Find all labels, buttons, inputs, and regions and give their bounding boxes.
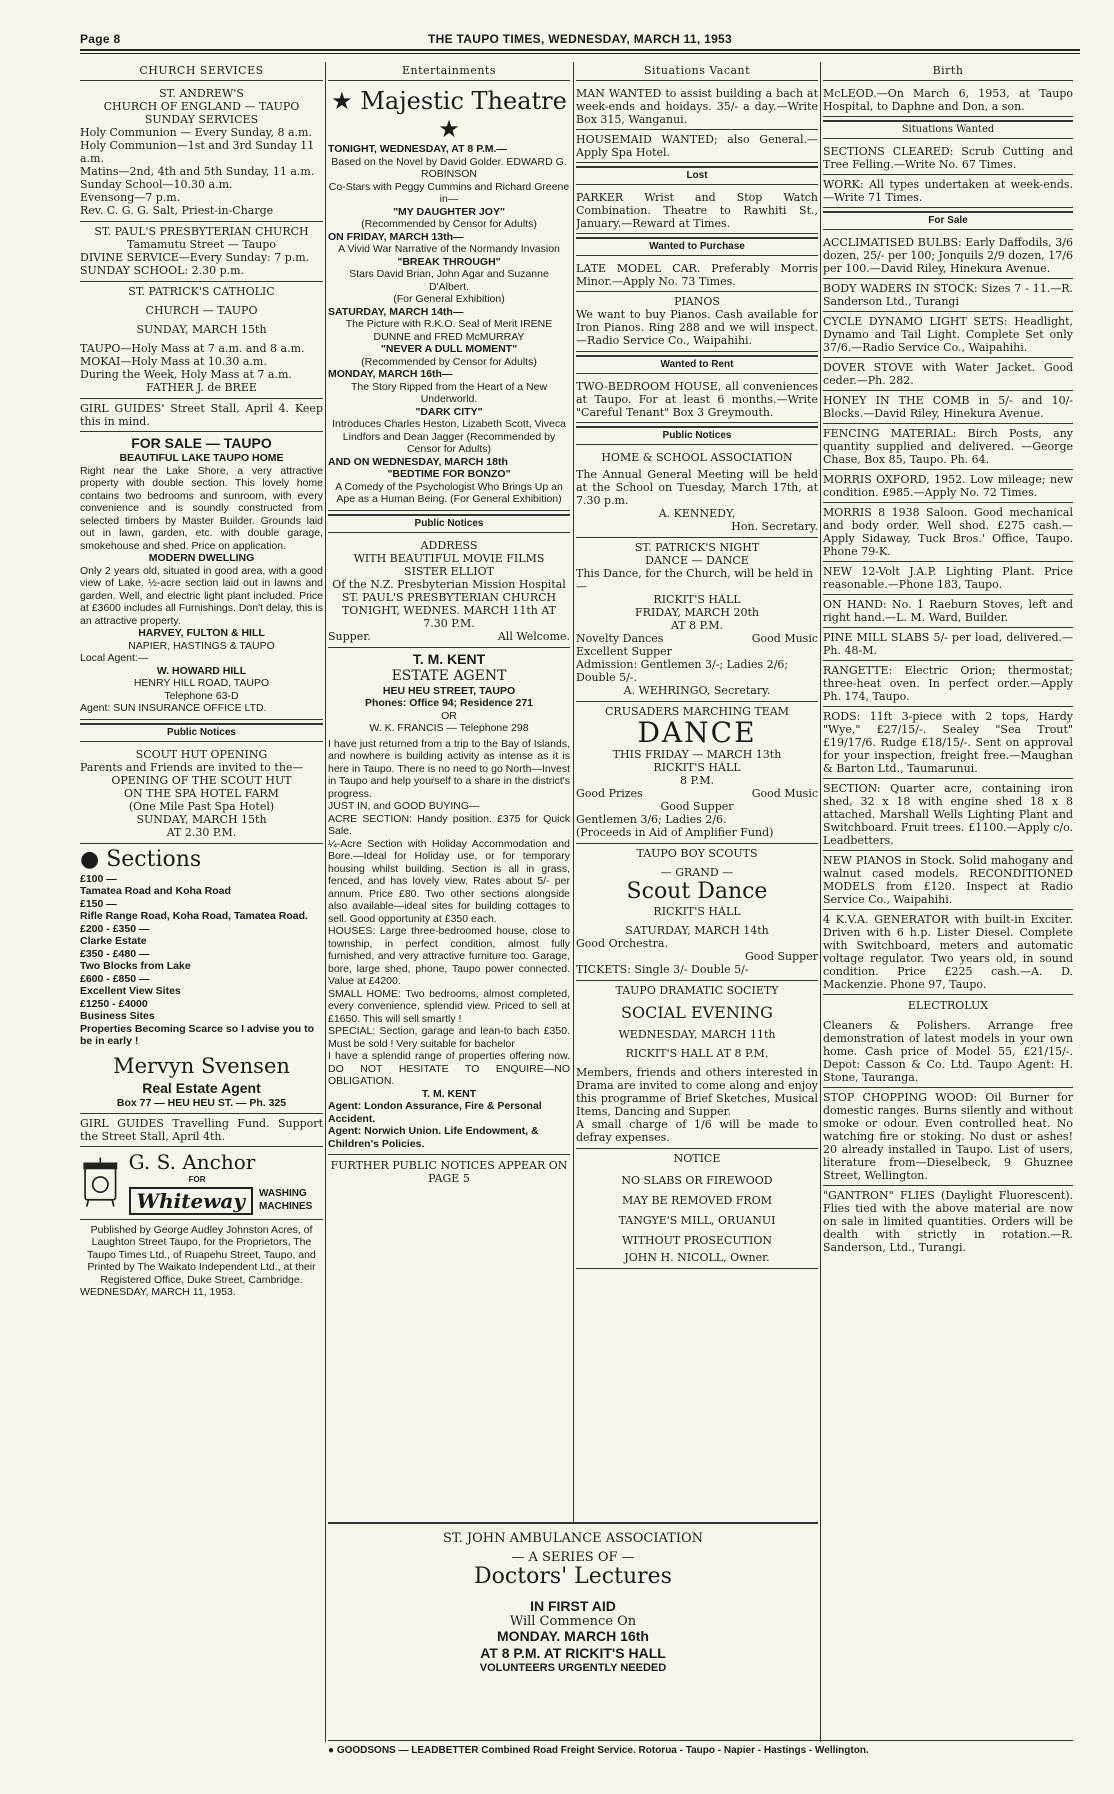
wanted-rent-heading: Wanted to Rent <box>576 355 818 374</box>
crusaders-extras <box>576 787 818 800</box>
classified-ad: NEW PIANOS in Stock. Solid mahogany and walnut cased models. RECONDITIONED MODELS from £120. Inspect at Radio Service Co., Waipahihi. <box>823 851 1073 910</box>
column-1 <box>80 62 323 1732</box>
kennedy: A. KENNEDY, <box>658 507 736 520</box>
kent-acre: ACRE SECTION: Handy position. £375 for Quick Sale. <box>328 812 570 837</box>
washing-machine-icon <box>80 1151 121 1213</box>
sections-line: £600 - £850 — <box>80 972 150 985</box>
classified-ad: PINE MILL SLABS 5/- per load, delivered.—Ph. 48-M. <box>823 628 1073 661</box>
classified-ad: STOP CHOPPING WOOD: Oil Burner for domestic ranges. Burns silently and without smoke or odour. Even controlled heat. No watching fire or stoking. No dust or ashes! 20 already installed in Taupo. List of users, literature from—Dieselbeck, 9 Ghuznee Street, Wellington. <box>823 1088 1073 1186</box>
film-line: The Story Ripped from the Heart of a New Underworld. <box>350 380 548 405</box>
social-evening: SOCIAL EVENING <box>621 1003 773 1022</box>
classified-ad: PARKER Wrist and Stop Watch Combination. Theatre to Rawhiti St., January.—Reward at Times. <box>576 188 818 234</box>
st-pauls-notice <box>80 222 323 282</box>
home-school-notice <box>576 448 818 538</box>
church-line: CHURCH — TAUPO <box>145 304 258 317</box>
st-patricks-notice <box>80 282 323 399</box>
pianos-title: PIANOS <box>674 295 720 308</box>
classified-ad: HONEY IN THE COMB in 5/- and 10/- Blocks.—David Riley, Hinekura Avenue. <box>823 391 1073 424</box>
kent-agent-1: Agent: London Assurance, Fire & Personal Accident. <box>328 1100 542 1125</box>
address-line: Of the N.Z. Presbyterian Mission Hospital <box>332 577 566 591</box>
crusaders-dance <box>576 702 818 844</box>
crusaders-line: RICKIT'S HALL <box>653 761 741 774</box>
anchor-line: WASHING MACHINES <box>259 1188 313 1212</box>
dramatic-society <box>576 981 818 1149</box>
situations-vacant-heading: Situations Vacant <box>576 62 818 81</box>
film-line: AND ON WEDNESDAY, MARCH 18th <box>328 455 508 468</box>
film-title: "MY DAUGHTER JOY" <box>393 205 505 218</box>
film-line: Stars David Brian, John Agar and Suzanne D'Albert. <box>349 268 549 293</box>
classified-ad: MORRIS 8 1938 Saloon. Good mechanical and body order. Well shod. £275 cash.—Apply Sidaway, Tuck Bros.' Office, Taupo. Phone 79-K. <box>823 503 1073 562</box>
dance-line: Admission: Gentlemen 3/-; Ladies 2/6; Double 5/-. <box>576 658 789 684</box>
sections-agent-sub: Real Estate Agent <box>142 1079 261 1096</box>
church-line: Holy Communion—1st and 3rd Sunday 11 a.m. <box>80 139 315 165</box>
sections-title: Sections <box>106 846 202 872</box>
st-patricks-dance <box>576 538 818 702</box>
mill-notice <box>576 1149 818 1269</box>
scout-line: TICKETS: Single 3/- Double 5/- <box>576 963 749 976</box>
film-line: (Recommended by Censor for Adults) <box>361 355 537 368</box>
film-line: TONIGHT, WEDNESDAY, AT 8 P.M.— <box>328 143 507 155</box>
dance-line: AT 8 P.M. <box>670 619 724 632</box>
church-line: Matins—2nd, 4th and 5th Sunday, 11 a.m. <box>80 165 315 178</box>
classified-ad: ACCLIMATISED BULBS: Early Daffodils, 3/6 dozen, 25/- per 100; Jonquils 2/9 dozen, 17/6 per 100.—David Riley, Hinekura Avenue. <box>823 233 1073 279</box>
dance-title: DANCE <box>637 716 757 749</box>
scout-line: SUNDAY, MARCH 15th <box>136 812 267 826</box>
lost-heading: Lost <box>576 166 818 185</box>
kent-agent-2: Agent: Norwich Union. Life Endowment, & Children's Policies. <box>328 1125 539 1150</box>
masthead-rule <box>80 49 1080 51</box>
kent-or: OR <box>441 709 457 722</box>
pianos-ad <box>576 292 818 352</box>
dance-line: A. WEHRINGO, Secretary. <box>623 684 771 697</box>
dance-line: FRIDAY, MARCH 20th <box>635 606 759 619</box>
kent-signature: T. M. KENT <box>421 1087 477 1100</box>
dance-line: DANCE — DANCE <box>645 554 749 567</box>
anchor-ad <box>80 1147 323 1220</box>
electrolux-heading: ELECTROLUX <box>907 999 989 1012</box>
girl-guides-notice: GIRL GUIDES' Street Stall, April 4. Keep this in mind. <box>80 399 323 432</box>
sections-line: Excellent View Sites <box>80 985 181 997</box>
st-john-ad <box>328 1522 818 1730</box>
kent-houses: HOUSES: Large three-bedroomed house, close to township, in perfect condition, almost fully furnished, and very attractive furniture too. Garage, bore, large shed, phone, Taupo power connected. Value at £4200. <box>328 925 570 987</box>
entertainments-heading: Entertainments <box>328 62 570 81</box>
notice-line: NO SLABS OR FIREWOOD <box>621 1174 773 1187</box>
goodsons-banner <box>328 1740 1073 1756</box>
notice-line: TANGYE'S MILL, ORUANUI <box>618 1214 776 1227</box>
film-line: MONDAY, MARCH 16th— <box>328 368 453 380</box>
dance-line: ST. PATRICK'S NIGHT <box>634 541 760 554</box>
for-sale-sub2: MODERN DWELLING <box>148 552 255 564</box>
supper-text: Supper. <box>328 629 371 643</box>
kent-name: T. M. KENT <box>412 650 486 667</box>
theatre-title: Majestic Theatre <box>360 87 567 115</box>
film-title: "NEVER A DULL MOMENT" <box>380 343 518 355</box>
welcome-text: All Welcome. <box>497 629 570 643</box>
secretary: Hon. Secretary. <box>731 520 818 533</box>
kent-street: HEU HEU STREET, TAUPO <box>382 684 516 697</box>
bullet-icon: ● <box>80 846 100 872</box>
column-4 <box>823 62 1073 1722</box>
theatre-title-row <box>328 87 570 143</box>
sections-title-row <box>80 847 323 873</box>
crusaders-line: 8 P.M. <box>680 774 714 787</box>
address-line: ST. PAUL'S PRESBYTERIAN CHURCH <box>341 590 557 604</box>
for-sale-heading: For Sale <box>823 211 1073 230</box>
st-john-series: — A SERIES OF — <box>511 1550 635 1565</box>
classified-ad: SECTION: Quarter acre, containing iron shed, 32 x 18 with engine shed 18 x 8 attached. Marshall Wells Lighting Plant and Switchboard. Fruit trees. £1100.—Apply c/o. Leadbetters. <box>823 779 1073 851</box>
dramatic-charge: A small charge of 1/6 will be made to defray expenses. <box>576 1118 818 1144</box>
classified-ad: MORRIS OXFORD, 1952. Low mileage; new condition. £985.—Apply No. 72 Times. <box>823 470 1073 503</box>
church-line: SUNDAY, MARCH 15th <box>136 323 267 336</box>
church-line: SUNDAY SCHOOL: 2.30 p.m. <box>80 264 245 277</box>
anchor-for: FOR <box>188 1175 206 1184</box>
church-line: ST. PATRICK'S CATHOLIC <box>128 285 275 298</box>
masthead-rule-thin <box>80 53 1080 54</box>
classified-ad: Cleaners & Polishers. Arrange free demonstration of latest models in your own home. Cash price of Model 55, £21/15/-. Depot: Casson & Co. Ltd. Taupo Agent: H. Stone, Tauranga. <box>823 1016 1073 1088</box>
public-notices-heading: Public Notices <box>328 514 570 533</box>
film-line: A Vivid War Narrative of the Normandy Invasion <box>338 243 560 255</box>
film-title: "BEDTIME FOR BONZO" <box>387 468 511 480</box>
church-line: Tamamutu Street — Taupo <box>127 238 276 251</box>
imprint-date: WEDNESDAY, MARCH 11, 1953. <box>80 1286 236 1298</box>
scout-line: (One Mile Past Spa Hotel) <box>128 799 275 813</box>
classified-ad: CYCLE DYNAMO LIGHT SETS: Headlight, Dynamo and Tail Light. Complete Set only 37/6.—Radio Service Co., Waipahihi. <box>823 312 1073 358</box>
column-rule <box>325 62 326 1742</box>
page-number: Page 8 <box>80 32 121 46</box>
column-rule <box>820 62 821 1742</box>
film-line: (For General Exhibition) <box>393 293 505 305</box>
film-line: (Recommended by Censor for Adults) <box>361 218 537 230</box>
scout-dance <box>576 844 818 981</box>
sections-line: £200 - £350 — <box>80 922 150 935</box>
classified-ad: "GANTRON" FLIES (Daylight Fluorescent). Flies tied with the above material are now on sale in limited quantities. Orders will be dealth with strictly in rotation.—R. Sanderson, Ltd., Turangi. <box>823 1189 1073 1254</box>
address-footer <box>328 630 570 643</box>
grand: — GRAND — <box>660 866 734 879</box>
classified-ad: MAN WANTED to assist building a bach at week-ends and hoidays. 35/- a day.—Write Box 315, Wanganui. <box>576 84 818 130</box>
sections-line: Two Blocks from Lake <box>80 960 191 972</box>
music: Good Music <box>751 787 818 800</box>
st-john-hall: AT 8 P.M. AT RICKIT'S HALL <box>480 1645 666 1661</box>
classified-ad: HOUSEMAID WANTED; also General.—Apply Spa Hotel. <box>576 130 818 163</box>
film-line: Co-Stars with Peggy Cummins and Richard Greene in— <box>328 180 570 205</box>
st-john-commence: Will Commence On <box>509 1614 637 1629</box>
notice-owner: JOHN H. NICOLL, Owner. <box>624 1251 770 1264</box>
church-line: Evensong—7 p.m. <box>80 191 181 204</box>
kent-francis: W. K. FRANCIS — Telephone 298 <box>369 722 529 734</box>
crusaders-line: (Proceeds in Aid of Amplifier Fund) <box>576 826 774 839</box>
for-sale-body2: Only 2 years old, situated in good area, with a good view of Lake. ½-acre section laid out in lawns and garden. Well, and electric light plant included. Price at £3600 includes all Furnishings. Don't delay, this is an attractive property. <box>80 564 323 627</box>
goodsons-text: GOODSONS — LEADBETTER Combined Road Freight Service. Rotorua - Taupo - Napier - Hastings - Wellington. <box>336 1745 869 1756</box>
scouts-title: TAUPO BOY SCOUTS <box>636 847 758 860</box>
address-line: SISTER ELLIOT <box>404 564 494 578</box>
birth-heading: Birth <box>823 62 1073 81</box>
dance-line: RICKIT'S HALL <box>653 593 741 606</box>
film-title: "DARK CITY" <box>415 405 483 418</box>
scout-line: SATURDAY, MARCH 14th <box>625 924 769 937</box>
dance-line: Excellent Supper <box>576 645 672 658</box>
st-john-first-aid: IN FIRST AID <box>530 1598 616 1614</box>
church-line: ST. PAUL'S PRESBYTERIAN CHURCH <box>94 225 309 238</box>
film-line: Introduces Charles Heston, Lizabeth Scott, Viveca Lindfors and Dean Jagger (Recommended by Censor for Adults) <box>332 418 566 455</box>
column-2 <box>328 62 570 1522</box>
star-icon: ★ <box>331 87 353 115</box>
scout-line: Parents and Friends are invited to the— <box>80 760 304 774</box>
masthead <box>80 30 1080 48</box>
address-notice <box>328 536 570 648</box>
anchor-brand: Whiteway <box>129 1187 253 1215</box>
church-line: SUNDAY SERVICES <box>144 113 259 126</box>
situations-wanted-heading: Situations Wanted <box>823 120 1073 139</box>
church-line: ST. ANDREW'S <box>159 87 244 100</box>
notice-line: WITHOUT PROSECUTION <box>622 1234 772 1247</box>
church-line: DIVINE SERVICE—Every Sunday: 7 p.m. <box>80 251 310 264</box>
classified-ad: SECTIONS CLEARED: Scrub Cutting and Tree Felling.—Write No. 67 Times. <box>823 142 1073 175</box>
anchor-brand-row <box>129 1187 323 1215</box>
masthead-title: THE TAUPO TIMES, WEDNESDAY, MARCH 11, 1953 <box>428 32 732 46</box>
church-line: During the Week, Holy Mass at 7 a.m. <box>80 368 292 381</box>
sections-line: Business Sites <box>80 1010 155 1022</box>
pianos-body: We want to buy Pianos. Cash available for Iron Pianos. Ring 288 and we will inspect.—Radio Service Co., Waipahihi. <box>576 308 818 347</box>
church-line: FATHER J. de BREE <box>146 381 257 394</box>
for-sale-body: Right near the Lake Shore, a very attractive property with double section. This lovely home contains two bedrooms and sunroom, with every convenience and is soundly constructed from selected timbers by Master Builder. Grounds laid out in lawn, garden, etc. with double garage, smokehouse and shed. Price on application. <box>80 464 323 552</box>
kent-estate-ad <box>328 648 570 1156</box>
kent-small: SMALL HOME: Two bedrooms, almost completed, every convenience, splendid view. Priced to sell at £1650. This will sell smartly ! <box>328 987 570 1025</box>
kent-quarter: ¼-Acre Section with Holiday Accommodation and Bore.—Ideal for Holiday use, or for temporary housing whilst building. Section is all in grass, fenced, and has lovely view. Rates about 5/- per annum. Price £80. Two other sections alongside also available—ideal sites for building cottages to sell. Good opportunity at £350 each. <box>328 837 570 925</box>
sections-line: Rifle Range Road, Koha Road, Tamatea Road. <box>80 910 308 922</box>
kent-range: I have a splendid range of properties offering now. DO NOT HESITATE TO ENQUIRE—NO OBLIGATION. <box>328 1050 570 1087</box>
kent-just-in: JUST IN, and GOOD BUYING— <box>328 800 480 812</box>
classified-ad: ON HAND: No. 1 Raeburn Stoves, left and right hand.—L. M. Ward, Builder. <box>823 595 1073 628</box>
crusaders-line: THIS FRIDAY — MARCH 13th <box>612 748 782 761</box>
dramatic-line: RICKIT'S HALL AT 8 P.M. <box>625 1047 769 1060</box>
film-title: "BREAK THROUGH" <box>397 255 501 268</box>
classified-ad: LATE MODEL CAR. Preferably Morris Minor.—Apply No. 73 Times. <box>576 259 818 292</box>
sections-line: £100 — <box>80 872 117 885</box>
st-john-volunteers: VOLUNTEERS URGENTLY NEEDED <box>479 1662 667 1674</box>
scout-line: SCOUT HUT OPENING <box>135 747 268 761</box>
scout-hut-notice <box>80 745 323 844</box>
scout-dance-title: Scout Dance <box>626 879 768 904</box>
imprint: Published by George Audley Johnston Acres, of Laughton Street Taupo, for the Proprietors, The Taupo Times Ltd., of Ruapehu Street, Taupo, and Printed by The Waikato Independent Ltd., at their Registered Office, Duke Street, Cambridge. <box>87 1223 316 1286</box>
agent-name: HARVEY, FULTON & HILL <box>138 627 265 639</box>
st-john-assoc: ST. JOHN AMBULANCE ASSOCIATION <box>442 1531 704 1546</box>
church-line: Holy Communion — Every Sunday, 8 a.m. <box>80 126 312 139</box>
church-line: TAUPO—Holy Mass at 7 a.m. and 8 a.m. <box>80 342 305 355</box>
film-line: SATURDAY, MARCH 14th— <box>328 305 464 318</box>
novelty: Novelty Dances <box>576 632 664 645</box>
scout-line: AT 2.30 P.M. <box>166 825 237 839</box>
scout-line: ON THE SPA HOTEL FARM <box>124 786 279 800</box>
classified-ad: WORK: All types undertaken at week-ends.—Write 71 Times. <box>823 175 1073 208</box>
bullet-icon: ● <box>328 1745 335 1756</box>
home-school-title: HOME & SCHOOL ASSOCIATION <box>601 451 793 464</box>
sections-line: Tamatea Road and Koha Road <box>80 885 231 897</box>
anchor-row <box>80 1150 323 1215</box>
sections-line: £1250 - £4000 <box>80 997 148 1010</box>
notice-title: NOTICE <box>673 1152 721 1165</box>
local-agent-label: Local Agent:— <box>80 652 149 664</box>
st-andrews-notice <box>80 84 323 222</box>
classified-ad: RANGETTE: Electric Orion; thermostat; three-heat oven. In perfect order.—Apply Ph. 174, Taupo. <box>823 661 1073 707</box>
dance-extras <box>576 632 818 645</box>
address-line: ADDRESS <box>420 538 478 552</box>
classified-ad: RODS: 11ft 3-piece with 2 tops, Hardy "Wye," £27/15/-. Sealey "Sea Trout" £19/17/6. Rudge £18/15/-. Sent on approval for your inspection, freight free.—Maughan & Barton Ltd., Taumarunui. <box>823 707 1073 779</box>
public-notices-heading: Public Notices <box>576 426 818 445</box>
church-line: MOKAI—Holy Mass at 10.30 a.m. <box>80 355 267 368</box>
column-rule <box>573 62 574 1522</box>
address-line: TONIGHT, WEDNES. MARCH 11th AT 7.30 P.M. <box>341 603 557 630</box>
dramatic-title: TAUPO DRAMATIC SOCIETY <box>615 984 779 997</box>
film-line: Based on the Novel by David Golder. EDWARD G. ROBINSON <box>331 155 567 180</box>
anchor-name: G. S. Anchor <box>128 1150 256 1174</box>
classified-ad: DOVER STOVE with Water Jacket. Good ceder.—Ph. 282. <box>823 358 1073 391</box>
for-sale-sub: BEAUTIFUL LAKE TAUPO HOME <box>119 452 284 464</box>
film-line: ON FRIDAY, MARCH 13th— <box>328 230 464 243</box>
kent-phones: Phones: Office 94; Residence 271 <box>364 697 534 709</box>
birth-notice: McLEOD.—On March 6, 1953, at Taupo Hospital, to Daphne and Don, a son. <box>823 84 1073 117</box>
agent-location: NAPIER, HASTINGS & TAUPO <box>128 639 275 652</box>
local-agent-name: W. HOWARD HILL <box>156 664 247 677</box>
public-notices-heading: Public Notices <box>80 723 323 742</box>
classified-ad: TWO-BEDROOM HOUSE, all conveniences at Taupo. For at least 6 months.—Write "Careful Tenant" Box 3 Greymouth. <box>576 377 818 423</box>
sections-line: £350 - £480 — <box>80 947 150 960</box>
sections-agent-box: Box 77 — HEU HEU ST. — Ph. 325 <box>116 1096 287 1109</box>
local-agent-telephone: Telephone 63-D <box>164 689 239 702</box>
kent-title: ESTATE AGENT <box>391 667 507 684</box>
film-line: A Comedy of the Psychologist Who Brings Up an Ape as a Human Being. (For General Exhibition) <box>335 480 563 505</box>
crusaders-line: Good Supper <box>660 800 734 813</box>
prizes: Good Prizes <box>576 787 643 800</box>
classified-ad: 4 K.V.A. GENERATOR with built-in Exciter. Driven with 6 h.p. Lister Diesel. Complete with Switchboard, meters and automatic voltage regulator. Two years old, in sound condition. Price £225 cash.—A. D. Mackenzie. Phone 97, Taupo. <box>823 910 1073 995</box>
scout-line: RICKIT'S HALL <box>653 905 741 918</box>
church-line: Rev. C. G. G. Salt, Priest-in-Charge <box>80 204 274 217</box>
for-sale-title: FOR SALE — TAUPO <box>131 435 272 451</box>
dramatic-members: Members, friends and others interested in Drama are invited to come along and enjoy this programme of Brief Sketches, Musical Items, Dancing and Supper. <box>576 1066 818 1118</box>
address-line: WITH BEAUTIFUL MOVIE FILMS <box>353 551 545 565</box>
insurance-agent: Agent: SUN INSURANCE OFFICE LTD. <box>80 702 267 714</box>
church-line: Sunday School—10.30 a.m. <box>80 178 233 191</box>
crusaders-title: CRUSADERS MARCHING TEAM <box>605 705 789 718</box>
scout-line: Good Supper <box>744 950 818 963</box>
church-line: CHURCH OF ENGLAND — TAUPO <box>103 100 300 113</box>
for-sale-ad <box>80 432 323 720</box>
classified-ad: FENCING MATERIAL: Birch Posts, any quantity supplied and delivered. —George Chase, Box 85, Taupo. Ph. 64. <box>823 424 1073 470</box>
agm-text: The Annual General Meeting will be held at the School on Tuesday, March 17th, at 7.30 p.m. <box>576 468 818 507</box>
notice-line: MAY BE REMOVED FROM <box>621 1194 772 1207</box>
dramatic-line: WEDNESDAY, MARCH 11th <box>618 1028 776 1041</box>
sections-line: £150 — <box>80 897 117 910</box>
further-notices: FURTHER PUBLIC NOTICES APPEAR ON PAGE 5 <box>330 1159 568 1185</box>
wanted-purchase-heading: Wanted to Purchase <box>576 237 818 256</box>
scout-line: Good Orchestra. <box>576 937 668 950</box>
kent-body: I have just returned from a trip to the Bay of Islands, and nowhere is building activity as intense as it is here in Taupo. There is no need to go North—Invest in Taupo and help yourself to a share in the district's progress. <box>328 737 570 800</box>
anchor-text <box>129 1150 323 1215</box>
crusaders-line: Gentlemen 3/6; Ladies 2/6. <box>576 813 727 826</box>
good-music: Good Music <box>751 632 818 645</box>
star-icon: ★ <box>438 115 460 143</box>
sections-ad <box>80 844 323 1115</box>
sections-line: Properties Becoming Scarce so I advise you to be in early ! <box>80 1022 314 1047</box>
film-line: The Picture with R.K.O. Seal of Merit IRENE DUNNE and FRED McMURRAY <box>345 318 553 343</box>
church-services-heading: CHURCH SERVICES <box>80 62 323 81</box>
girl-guides-fund: GIRL GUIDES Travelling Fund. Support the Street Stall, April 4th. <box>80 1114 323 1147</box>
local-agent-address: HENRY HILL ROAD, TAUPO <box>133 677 270 689</box>
sections-line: Clarke Estate <box>80 935 147 947</box>
dance-line: This Dance, for the Church, will be held in — <box>576 567 814 593</box>
sections-agent: Mervyn Svensen <box>113 1053 290 1078</box>
kent-special: SPECIAL: Section, garage and lean-to bach £350. Must be sold ! Very suitable for bachelor <box>328 1025 570 1050</box>
majestic-theatre-ad <box>328 84 570 511</box>
classified-ad: NEW 12-Volt J.A.P. Lighting Plant. Price reasonable.—Phone 183, Taupo. <box>823 562 1073 595</box>
classified-ad: BODY WADERS IN STOCK: Sizes 7 - 11.—R. Sanderson Ltd., Turangi <box>823 279 1073 312</box>
column-3 <box>576 62 818 1532</box>
st-john-monday: MONDAY. MARCH 16th <box>497 1628 649 1644</box>
st-john-lectures: Doctors' Lectures <box>474 1564 672 1589</box>
scout-line: OPENING OF THE SCOUT HUT <box>111 773 292 787</box>
